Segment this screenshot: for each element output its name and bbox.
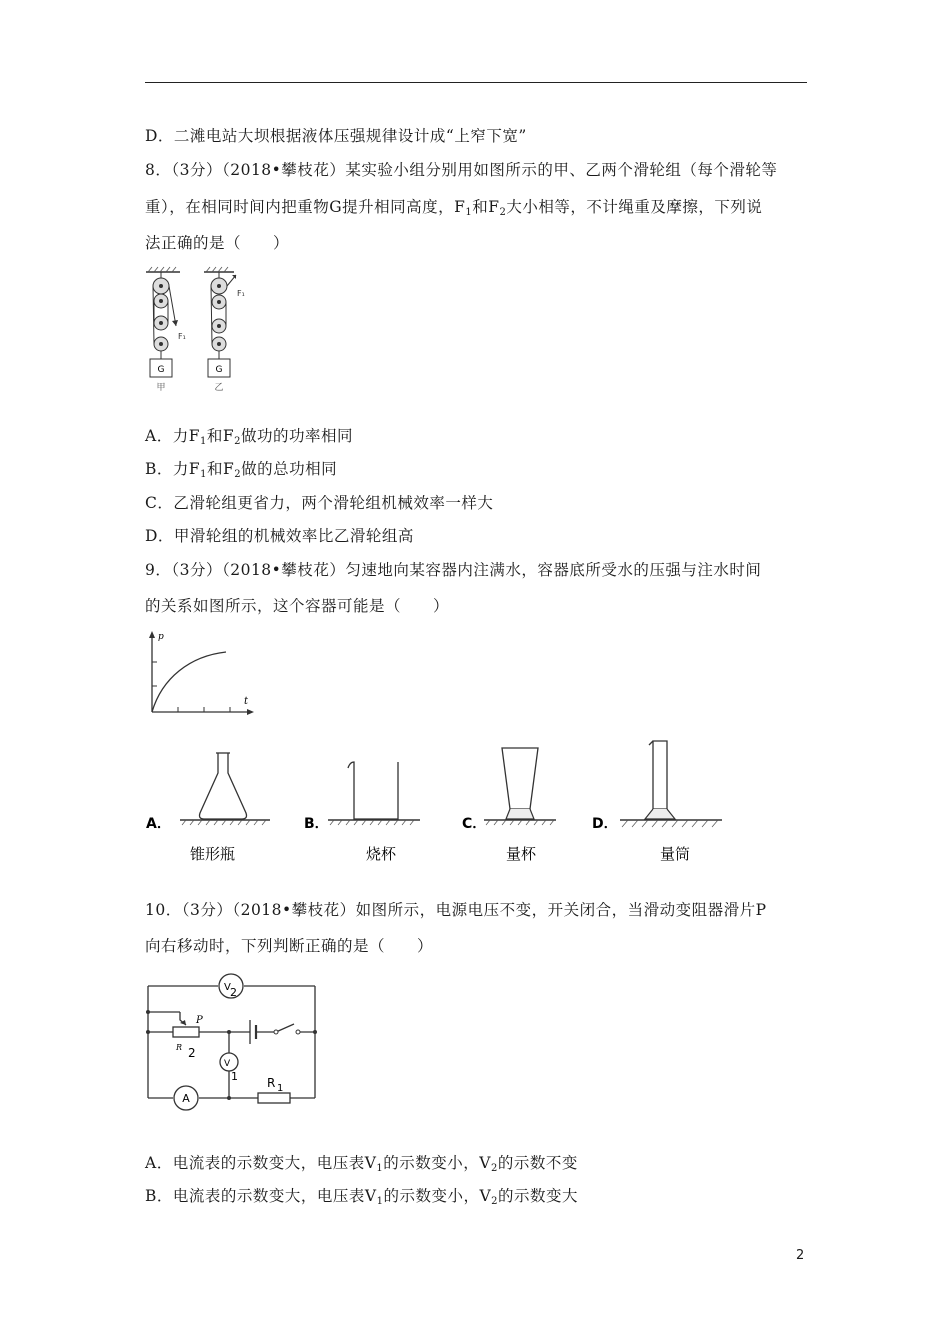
x-axis-label: t bbox=[244, 696, 249, 707]
r2-subscript: 2 bbox=[188, 1046, 196, 1060]
q7-option-d: D．二滩电站大坝根据液体压强规律设计成“上窄下宽” bbox=[145, 127, 527, 145]
circuit-diagram bbox=[140, 970, 340, 1120]
vessel-options-figure bbox=[140, 735, 740, 865]
svg-text:V: V bbox=[224, 1059, 231, 1069]
pressure-time-graph bbox=[140, 628, 260, 718]
slider-p-label: P bbox=[196, 1015, 203, 1026]
option-d-letter: D． bbox=[592, 816, 618, 832]
q10-stem-line1: 10．（3分）（2018•攀枝花）如图所示，电源电压不变，开关闭合，当滑动变阻器滑片P bbox=[145, 901, 767, 919]
q10-option-a: A．电流表的示数变大，电压表$V_1$的示数变小，$V_2$的示数不变 bbox=[145, 1154, 578, 1174]
r1-label: R bbox=[267, 1076, 276, 1090]
pressure-curve bbox=[152, 652, 226, 712]
q8-option-a: A．力$F_1$和$F_2$做功的功率相同 bbox=[145, 427, 353, 447]
svg-text:V: V bbox=[224, 982, 231, 993]
option-b-letter: B． bbox=[304, 816, 329, 832]
svg-text:A: A bbox=[182, 1092, 190, 1105]
beaker bbox=[348, 762, 398, 819]
option-d-name: 量筒 bbox=[660, 845, 691, 863]
header-rule bbox=[145, 82, 807, 83]
q8-option-b: B．力$F_1$和$F_2$做的总功相同 bbox=[145, 460, 338, 480]
svg-text:2: 2 bbox=[230, 986, 237, 999]
q9-stem-line2: 的关系如图所示，这个容器可能是（ ） bbox=[145, 597, 450, 615]
q9-stem-line1: 9．（3分）（2018•攀枝花）匀速地向某容器内注满水，容器底所受水的压强与注水时间 bbox=[145, 561, 762, 579]
q8-stem-line2: 重），在相同时间内把重物G提升相同高度，$F_1$和$F_2$大小相等，不计绳重及摩擦，下列说 bbox=[145, 198, 763, 218]
y-axis-label: p bbox=[158, 632, 164, 642]
caption-yi: 乙 bbox=[214, 383, 224, 393]
q8-stem-line1: 8．（3分）（2018•攀枝花）某实验小组分别用如图所示的甲、乙两个滑轮组（每个滑轮等 bbox=[145, 161, 778, 179]
force-f1-label-right: F₁ bbox=[237, 289, 245, 298]
r2-label: R bbox=[176, 1043, 183, 1052]
weight-g-label-left: G bbox=[157, 365, 165, 375]
option-a-name: 锥形瓶 bbox=[190, 845, 236, 863]
force-f1-label-left: F₁ bbox=[178, 332, 186, 341]
option-c-name: 量杯 bbox=[506, 845, 537, 863]
svg-text:1: 1 bbox=[231, 1070, 238, 1083]
q8-option-c: C．乙滑轮组更省力，两个滑轮组机械效率一样大 bbox=[145, 494, 494, 512]
erlenmeyer-flask bbox=[200, 753, 247, 819]
q8-option-d: D．甲滑轮组的机械效率比乙滑轮组高 bbox=[145, 527, 414, 545]
q8-stem-line3: 法正确的是（ ） bbox=[145, 234, 290, 252]
graduated-cylinder bbox=[653, 741, 667, 809]
option-c-letter: C． bbox=[462, 816, 487, 832]
r1-subscript: 1 bbox=[277, 1083, 284, 1094]
q10-stem-line2: 向右移动时，下列判断正确的是（ ） bbox=[145, 937, 434, 955]
pulley-systems-figure bbox=[140, 266, 260, 396]
q10-option-b: B．电流表的示数变大，电压表$V_1$的示数变小，$V_2$的示数变大 bbox=[145, 1187, 579, 1207]
option-b-name: 烧杯 bbox=[366, 845, 397, 863]
measuring-cup bbox=[502, 748, 538, 809]
weight-g-label-right: G bbox=[215, 365, 223, 375]
page-number: 2 bbox=[796, 1248, 805, 1263]
option-a-letter: A． bbox=[146, 816, 171, 832]
caption-jia: 甲 bbox=[156, 383, 166, 393]
